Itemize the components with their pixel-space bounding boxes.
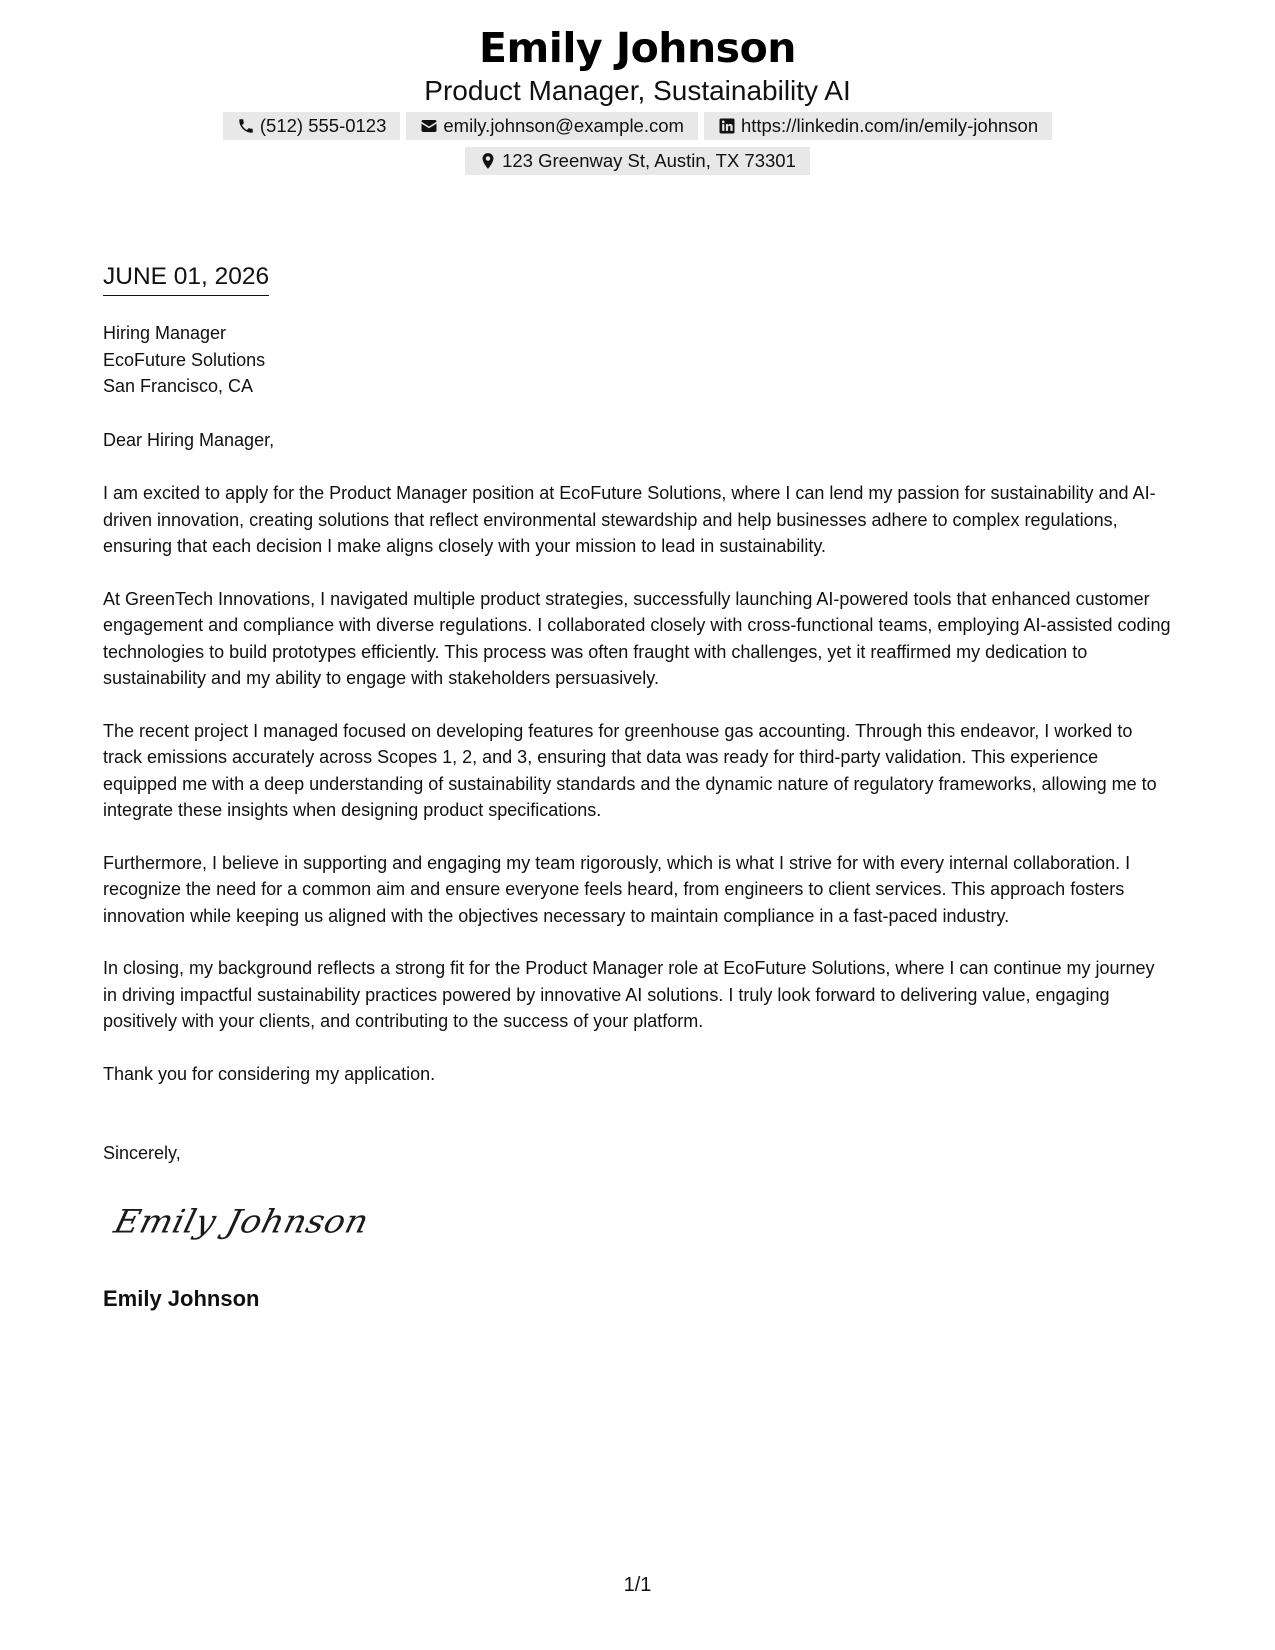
envelope-icon — [420, 117, 438, 135]
address-chip — [465, 147, 810, 175]
address-row — [0, 147, 1275, 175]
page-number: 1/1 — [623, 1574, 652, 1596]
address-text: 123 Greenway St, Austin, TX 73301 — [502, 150, 796, 171]
letter-date: JUNE 01, 2026 — [103, 262, 269, 296]
body-paragraph: Furthermore, I believe in supporting and engaging my team rigorously, which is what I strive for with every internal collaboration. I recognize the need for a common aim and ensure everyone feels heard, from engineers to client services. This approach fosters innovation while keeping us aligned with the objectives necessary to maintain compliance in a fast-paced industry. — [103, 852, 1131, 926]
email-address: emily.johnson@example.com — [443, 115, 684, 136]
contact-row — [0, 112, 1275, 140]
body-paragraph: At GreenTech Innovations, I navigated multiple product strategies, successfully launching AI-powered tools that enhanced customer engagement and compliance with diverse regulations. I collaborated closely with cross-functional teams, employing AI-assisted coding technologies to build prototypes efficiently. This process was often fraught with challenges, yet it reaffirmed my dedication to sustainability and my ability to engage with stakeholders persuasively. — [103, 588, 1171, 688]
body-paragraph: The recent project I managed focused on developing features for greenhouse gas accounting. Through this endeavor, I worked to track emissions accurately across Scopes 1, 2, and 3, ensuring that data was ready for third-party validation. This experience equipped me with a deep understanding of sustainability standards and the dynamic nature of regulatory frameworks, allowing me to integrate these insights when designing product specifications. — [103, 720, 1157, 820]
recipient-block — [103, 320, 265, 400]
linkedin-chip[interactable] — [704, 112, 1052, 140]
linkedin-url: https://linkedin.com/in/emily-johnson — [740, 115, 1039, 136]
letter-header — [0, 22, 1275, 175]
email-chip[interactable] — [406, 112, 698, 140]
phone-chip — [223, 112, 401, 140]
signed-name: Emily Johnson — [103, 1286, 260, 1311]
applicant-title: Product Manager, Sustainability AI — [424, 75, 851, 106]
phone-number: (512) 555-0123 — [259, 115, 387, 136]
handwritten-signature — [110, 1192, 373, 1252]
map-marker-icon — [479, 152, 497, 170]
signature-script: Emily Johnson — [110, 1203, 373, 1241]
salutation: Dear Hiring Manager, — [103, 430, 275, 450]
closing: Sincerely, — [103, 1143, 181, 1163]
body-paragraph: Thank you for considering my application. — [103, 1063, 436, 1084]
linkedin-icon — [718, 117, 736, 135]
applicant-name: Emily Johnson — [479, 24, 796, 72]
body-paragraph: In closing, my background reflects a strong fit for the Product Manager role at EcoFuture Solutions, where I can continue my journey in driving impactful sustainability practices powered by innovative AI solutions. I truly look forward to delivering value, engaging positively with your clients, and contributing to the success of your platform. — [103, 958, 1155, 1031]
recipient-line: EcoFuture Solutions — [103, 349, 266, 370]
phone-icon — [237, 117, 255, 135]
recipient-line: San Francisco, CA — [103, 376, 254, 396]
recipient-line: Hiring Manager — [103, 323, 227, 343]
body-paragraph: I am excited to apply for the Product Manager position at EcoFuture Solutions, where I can lend my passion for sustainability and AI-driven innovation, creating solutions that reflect environmental stewardship and help businesses adhere to complex regulations, ensuring that each decision I make aligns closely with your mission to lead in sustainability. — [103, 483, 1156, 556]
letter-body — [103, 480, 1171, 1113]
